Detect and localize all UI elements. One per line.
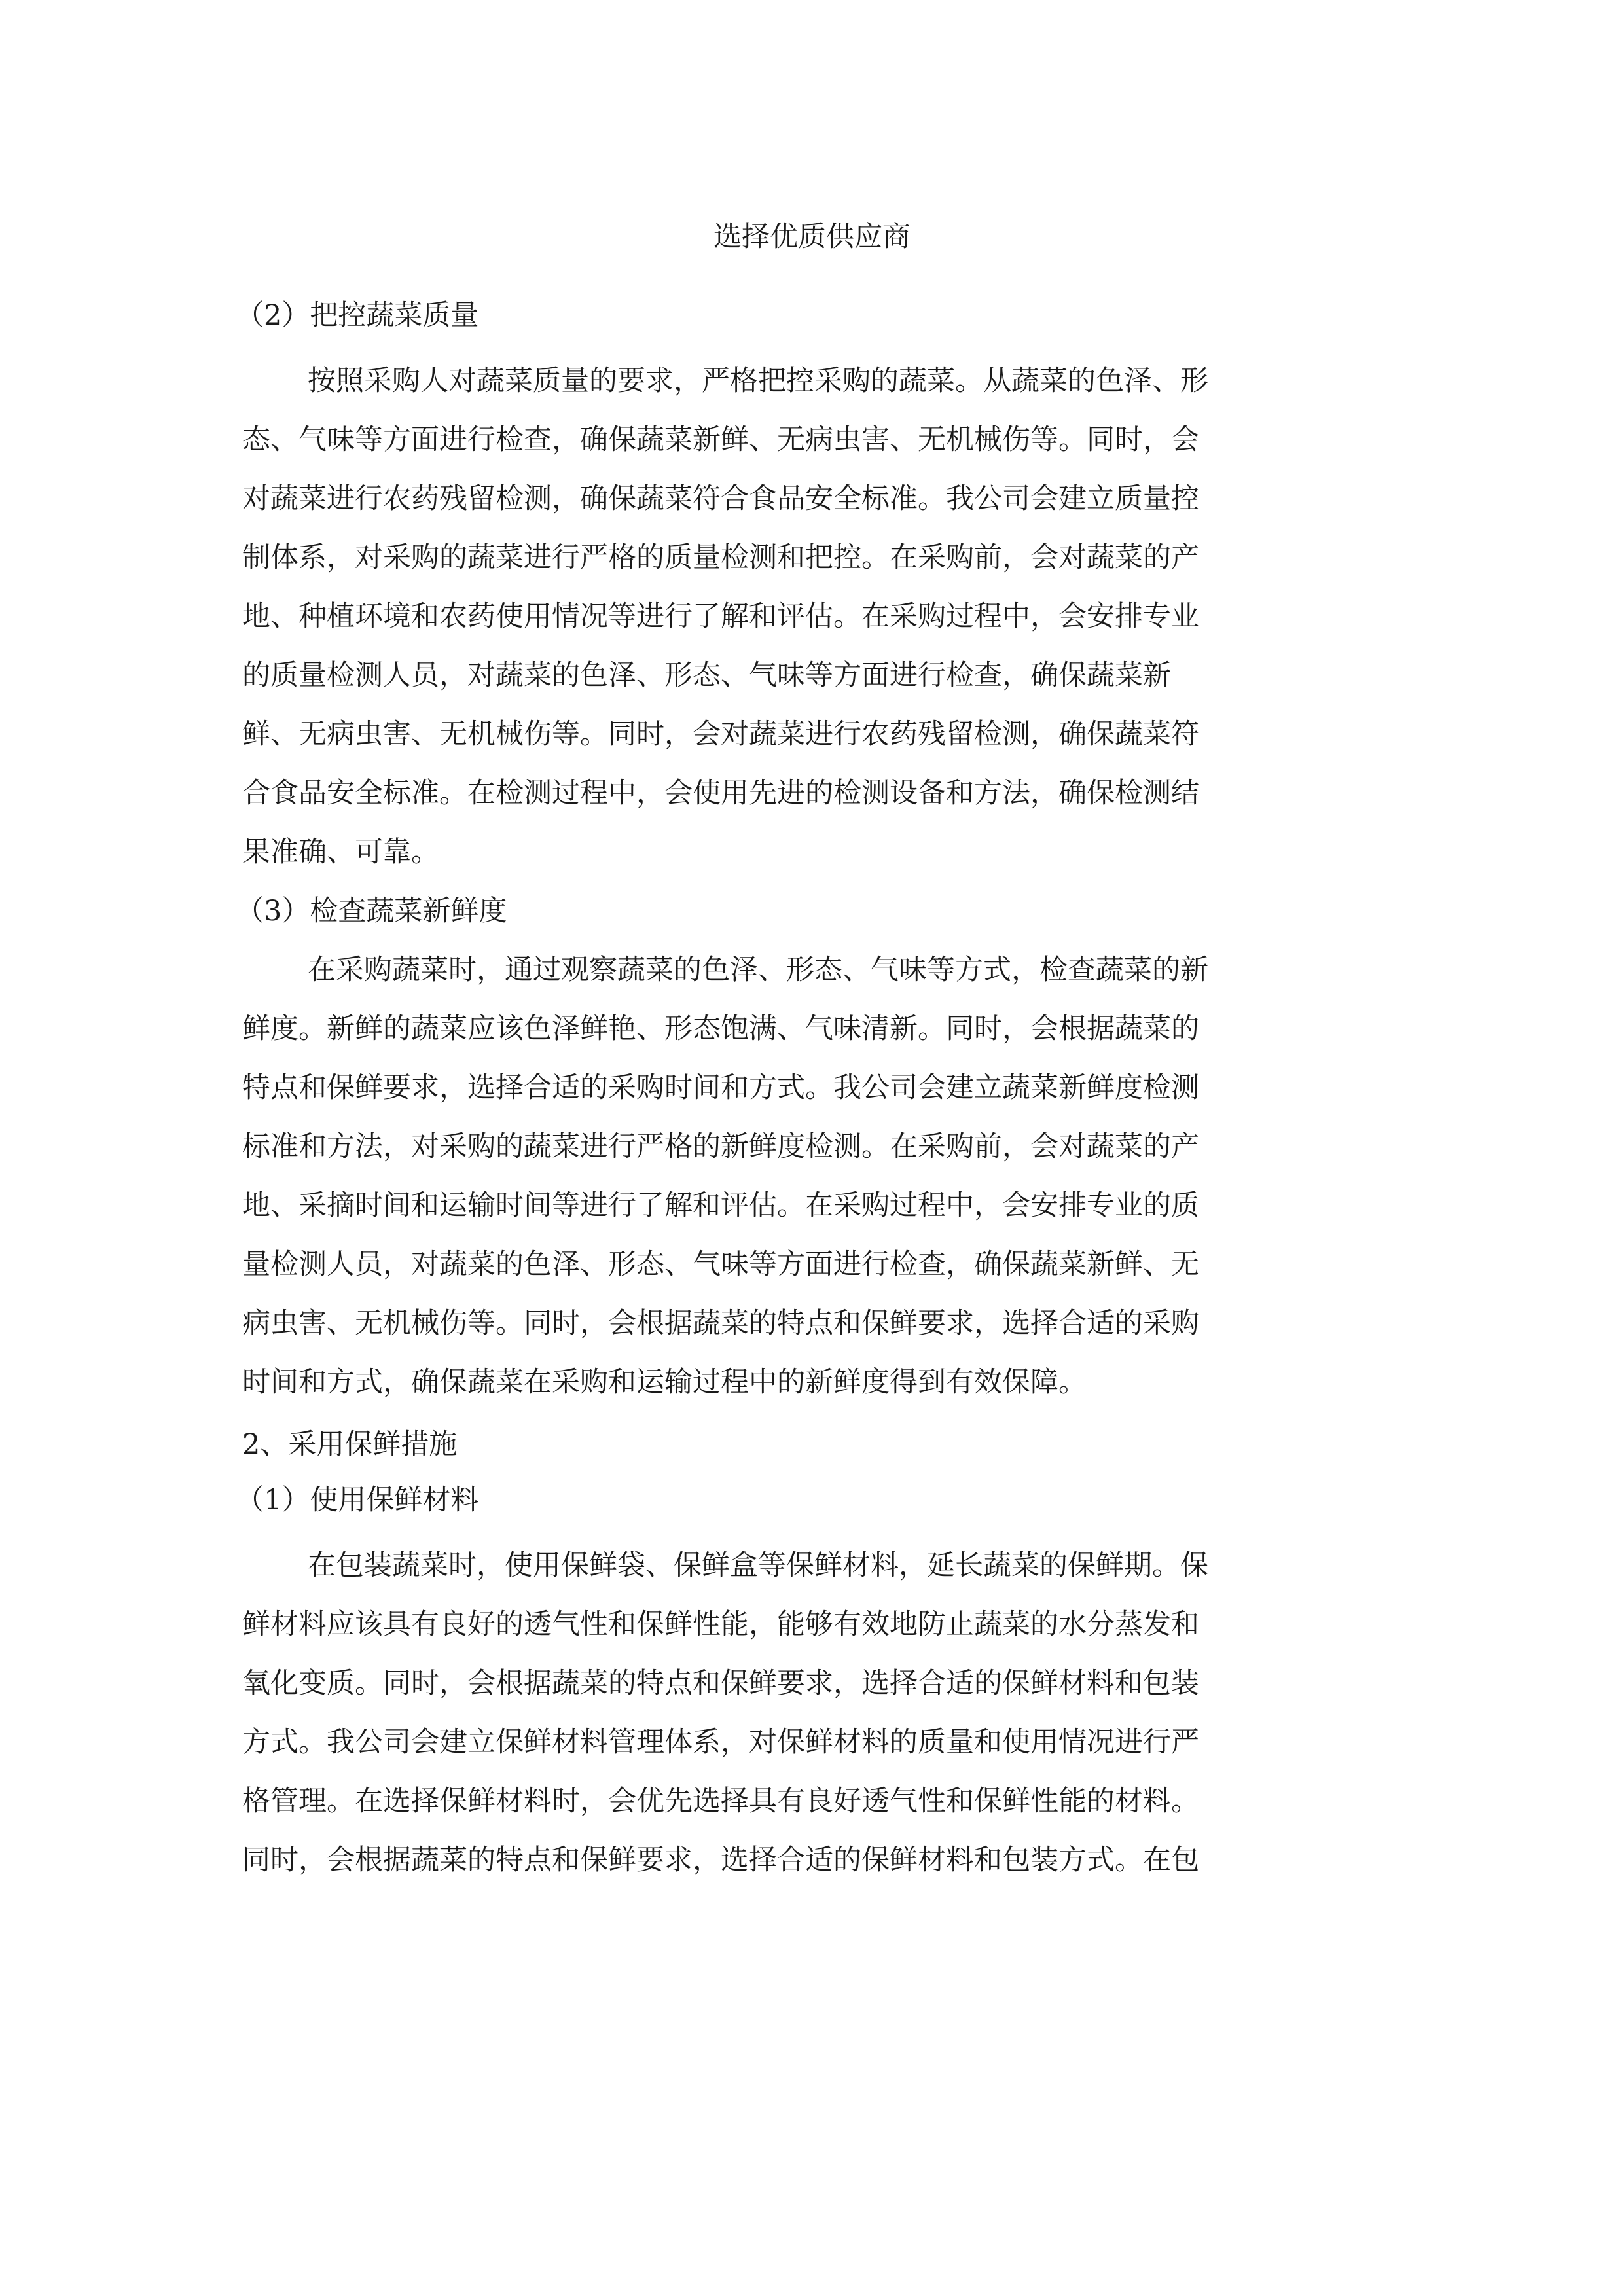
section-heading: （1）使用保鲜材料	[236, 1484, 479, 1516]
paragraph-line: 鲜、无病虫害、无机械伤等。同时，会对蔬菜进行农药残留检测，确保蔬菜符	[242, 718, 1199, 751]
page-title: 选择优质供应商	[713, 221, 911, 253]
paragraph-line: 地、种植环境和农药使用情况等进行了解和评估。在采购过程中，会安排专业	[242, 600, 1199, 633]
paragraph-line: 在包装蔬菜时，使用保鲜袋、保鲜盒等保鲜材料，延长蔬菜的保鲜期。保	[308, 1549, 1208, 1582]
paragraph-line: 量检测人员，对蔬菜的色泽、形态、气味等方面进行检查，确保蔬菜新鲜、无	[242, 1248, 1199, 1281]
paragraph-line: 按照采购人对蔬菜质量的要求，严格把控采购的蔬菜。从蔬菜的色泽、形	[308, 365, 1208, 397]
paragraph-line: 果准确、可靠。	[242, 836, 439, 869]
section-heading: （3）检查蔬菜新鲜度	[236, 895, 507, 927]
paragraph-line: 的质量检测人员，对蔬菜的色泽、形态、气味等方面进行检查，确保蔬菜新	[242, 659, 1171, 692]
paragraph-line: 特点和保鲜要求，选择合适的采购时间和方式。我公司会建立蔬菜新鲜度检测	[242, 1071, 1199, 1104]
paragraph-line: 在采购蔬菜时，通过观察蔬菜的色泽、形态、气味等方式，检查蔬菜的新	[308, 954, 1208, 986]
paragraph-line: 地、采摘时间和运输时间等进行了解和评估。在采购过程中，会安排专业的质	[242, 1189, 1199, 1222]
paragraph-line: 鲜度。新鲜的蔬菜应该色泽鲜艳、形态饱满、气味清新。同时，会根据蔬菜的	[242, 1013, 1199, 1045]
paragraph-line: 对蔬菜进行农药残留检测，确保蔬菜符合食品安全标准。我公司会建立质量控	[242, 482, 1199, 515]
paragraph-line: 鲜材料应该具有良好的透气性和保鲜性能，能够有效地防止蔬菜的水分蒸发和	[242, 1608, 1199, 1641]
paragraph-line: 方式。我公司会建立保鲜材料管理体系，对保鲜材料的质量和使用情况进行严	[242, 1726, 1199, 1759]
paragraph-line: 制体系，对采购的蔬菜进行严格的质量检测和把控。在采购前，会对蔬菜的产	[242, 541, 1199, 574]
section-heading: 2、采用保鲜措施	[242, 1428, 458, 1461]
paragraph-line: 合食品安全标准。在检测过程中，会使用先进的检测设备和方法，确保检测结	[242, 777, 1199, 810]
paragraph-line: 氧化变质。同时，会根据蔬菜的特点和保鲜要求，选择合适的保鲜材料和包装	[242, 1667, 1199, 1700]
section-heading: （2）把控蔬菜质量	[236, 299, 479, 332]
paragraph-line: 同时，会根据蔬菜的特点和保鲜要求，选择合适的保鲜材料和包装方式。在包	[242, 1844, 1199, 1876]
paragraph-line: 格管理。在选择保鲜材料时，会优先选择具有良好透气性和保鲜性能的材料。	[242, 1785, 1199, 1818]
paragraph-line: 病虫害、无机械伤等。同时，会根据蔬菜的特点和保鲜要求，选择合适的采购	[242, 1307, 1199, 1340]
paragraph-line: 态、气味等方面进行检查，确保蔬菜新鲜、无病虫害、无机械伤等。同时，会	[242, 423, 1199, 456]
paragraph-line: 时间和方式，确保蔬菜在采购和运输过程中的新鲜度得到有效保障。	[242, 1366, 1087, 1399]
paragraph-line: 标准和方法，对采购的蔬菜进行严格的新鲜度检测。在采购前，会对蔬菜的产	[242, 1130, 1199, 1163]
